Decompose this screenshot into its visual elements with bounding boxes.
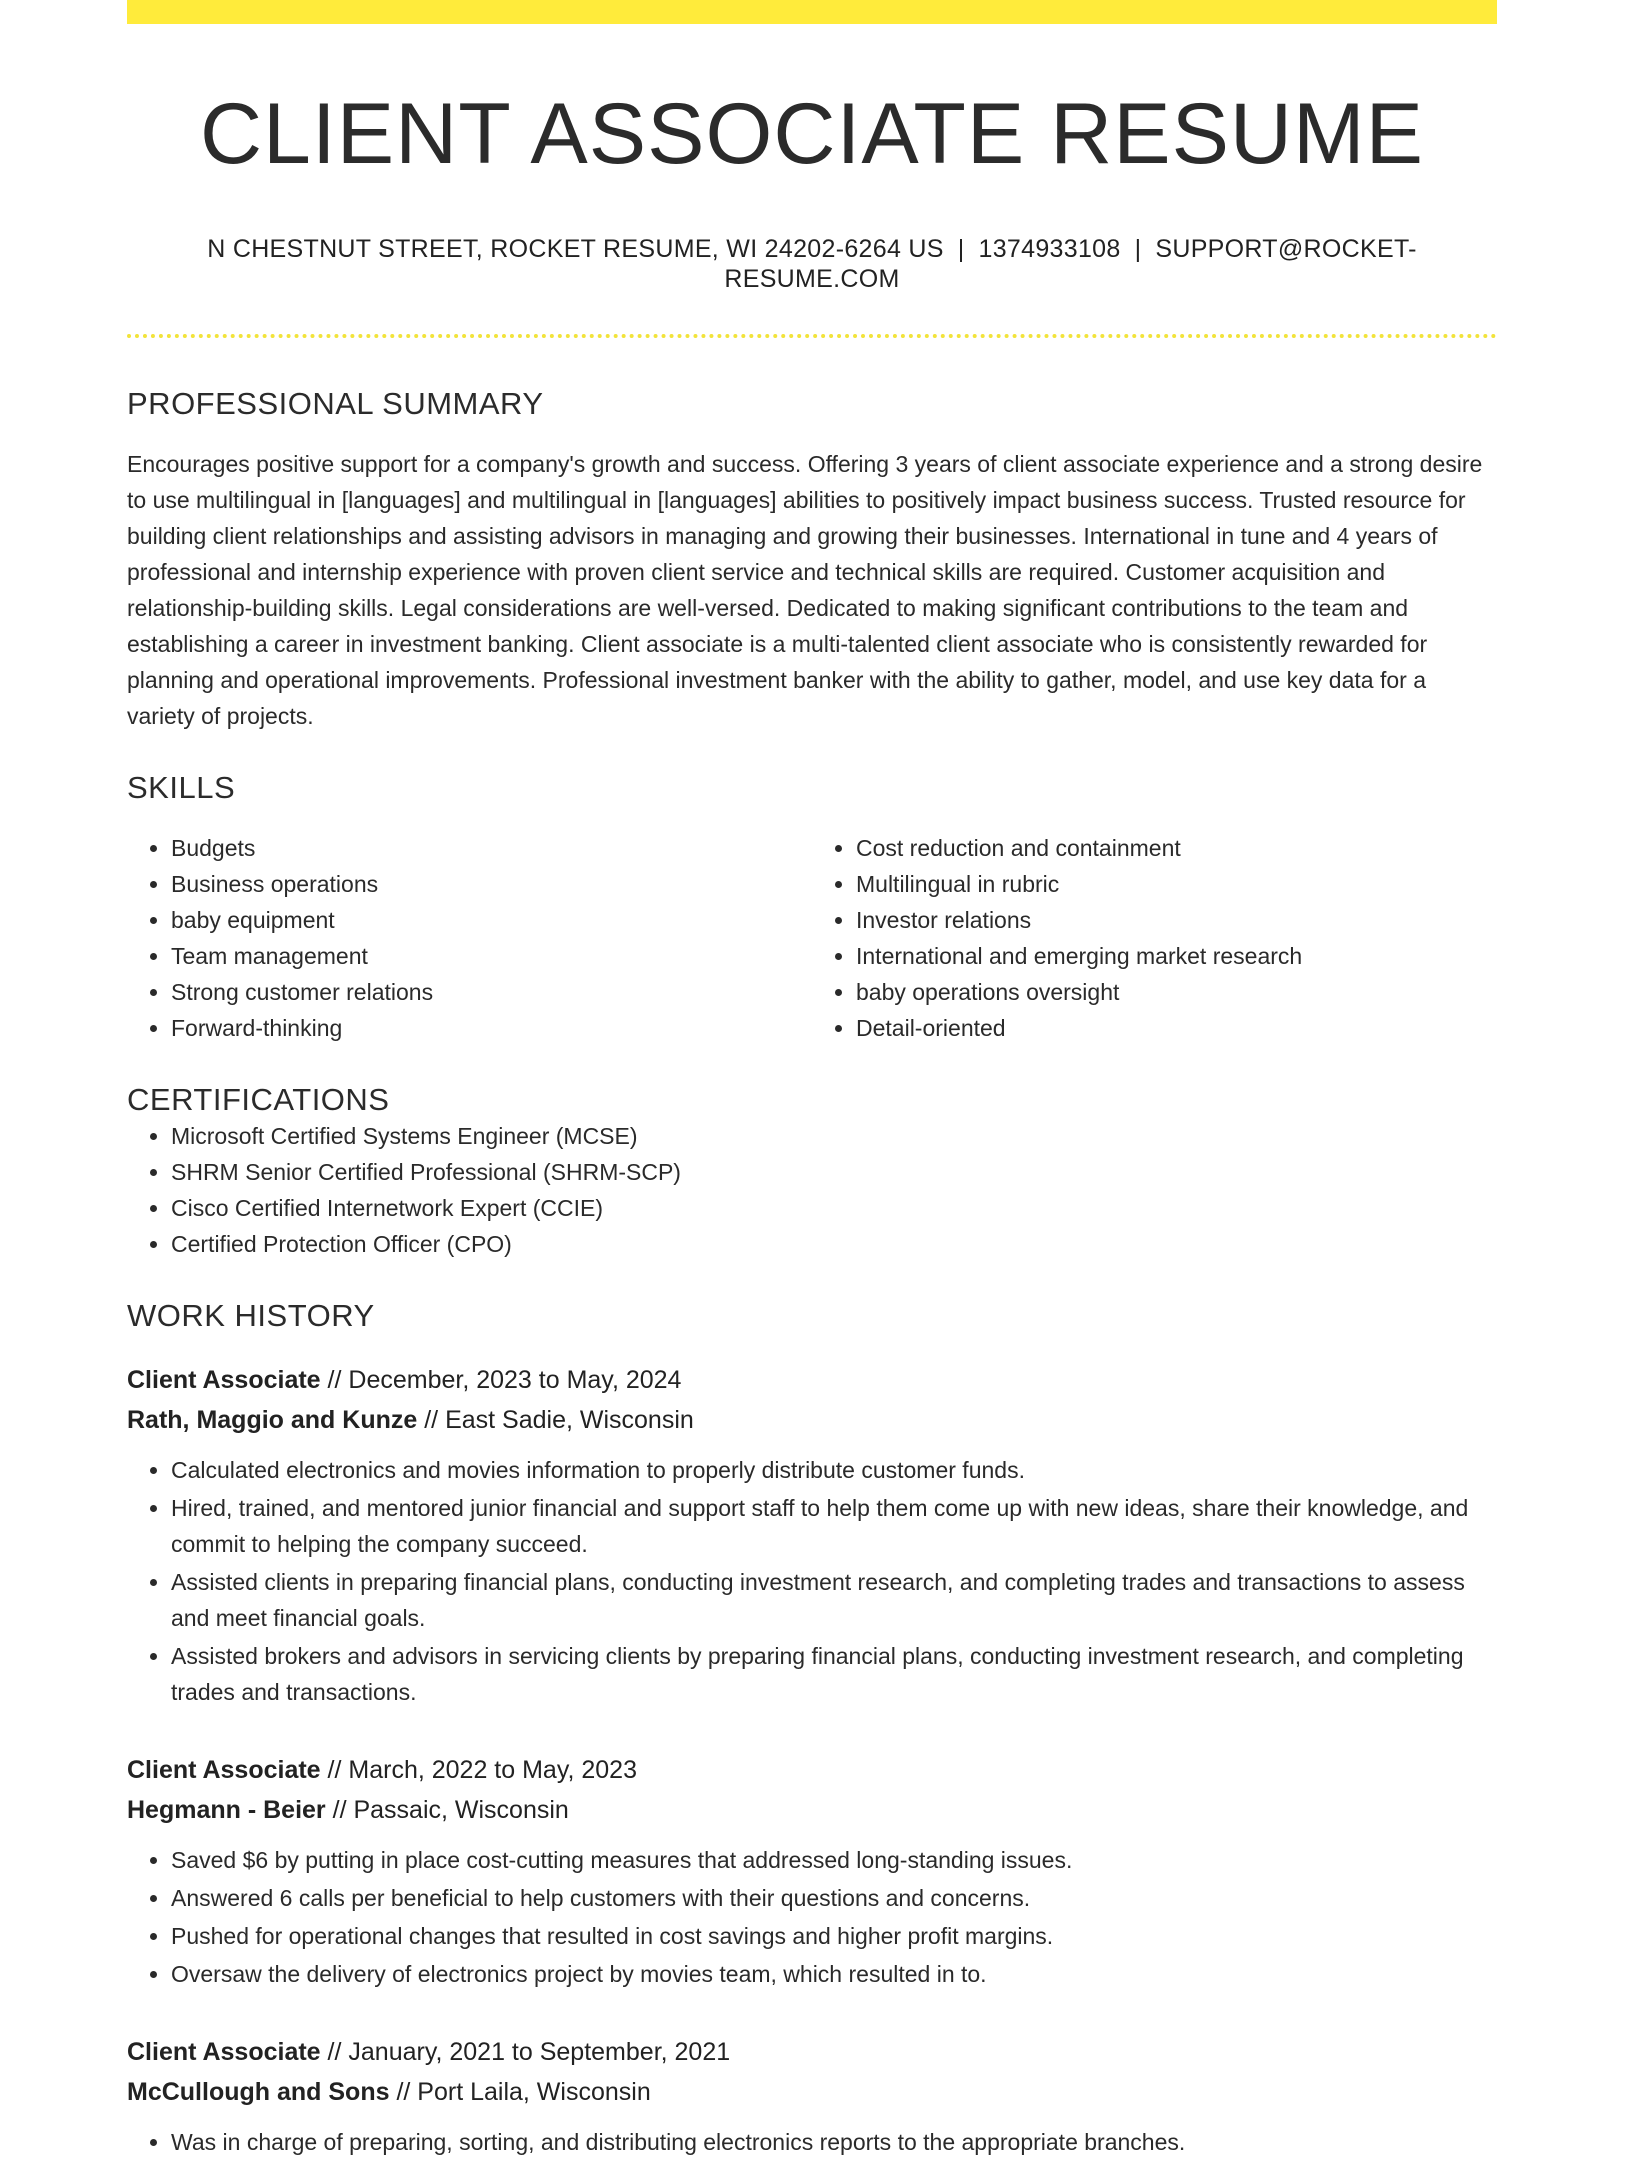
job-location: Passaic, Wisconsin xyxy=(353,1796,569,1824)
job-role-line: Client Associate // December, 2023 to May, 2024 xyxy=(127,1366,682,1394)
job-role: Client Associate xyxy=(127,1756,321,1784)
job-dates: March, 2022 to May, 2023 xyxy=(348,1756,637,1784)
job-bullet: • Oversaw the delivery of electronics project by movies team, which resulted in to. xyxy=(171,1956,1497,1992)
skill-item: • Multilingual in rubric xyxy=(856,866,1497,902)
job-dates: December, 2023 to May, 2024 xyxy=(348,1366,682,1394)
summary-section xyxy=(127,386,1497,734)
job-role: Client Associate xyxy=(127,2038,321,2066)
job-bullets xyxy=(127,1452,1497,1710)
work-history-section xyxy=(127,1298,1497,2160)
job-bullets xyxy=(127,1842,1497,1992)
job-company: Hegmann - Beier xyxy=(127,1796,326,1824)
job-role: Client Associate xyxy=(127,1366,321,1394)
contact-email: SUPPORT@ROCKET-RESUME.COM xyxy=(724,235,1417,293)
job-bullet: • Answered 6 calls per beneficial to help customers with their questions and concerns. xyxy=(171,1880,1497,1916)
skill-item: • Strong customer relations xyxy=(171,974,812,1010)
skill-item: • Team management xyxy=(171,938,812,974)
certifications-list xyxy=(127,1118,1497,1262)
job-location: East Sadie, Wisconsin xyxy=(445,1406,694,1434)
skill-item: • Business operations xyxy=(171,866,812,902)
skill-item: • baby operations oversight xyxy=(856,974,1497,1010)
skills-column-left xyxy=(127,830,812,1046)
skill-item: • Investor relations xyxy=(856,902,1497,938)
job-role-line: Client Associate // January, 2021 to September, 2021 xyxy=(127,2038,731,2066)
job-entry xyxy=(127,1360,1497,1710)
job-bullet: • Was in charge of preparing, sorting, and distributing electronics reports to the appropriate branches. xyxy=(171,2124,1497,2160)
skill-item: • International and emerging market research xyxy=(856,938,1497,974)
job-company-line: Rath, Maggio and Kunze // East Sadie, Wisconsin xyxy=(127,1406,694,1434)
job-bullets xyxy=(127,2124,1497,2160)
contact-address: N CHESTNUT STREET, ROCKET RESUME, WI 24202-6264 US xyxy=(207,235,944,263)
job-company: McCullough and Sons xyxy=(127,2078,390,2106)
contact-phone: 1374933108 xyxy=(978,235,1121,263)
accent-bar xyxy=(127,0,1497,24)
certification-item: • Cisco Certified Internetwork Expert (CCIE) xyxy=(171,1190,1497,1226)
contact-separator: | xyxy=(1134,235,1142,263)
job-bullet: • Hired, trained, and mentored junior financial and support staff to help them come up with new ideas, share their knowledge, and commit to helping the company succeed. xyxy=(171,1490,1497,1562)
job-company-line: Hegmann - Beier // Passaic, Wisconsin xyxy=(127,1796,569,1824)
skill-item: • baby equipment xyxy=(171,902,812,938)
certifications-section xyxy=(127,1082,1497,1262)
skills-heading: SKILLS xyxy=(127,770,236,805)
skill-item: • Detail-oriented xyxy=(856,1010,1497,1046)
skills-list-left xyxy=(127,830,812,1046)
job-company-line: McCullough and Sons // Port Laila, Wisconsin xyxy=(127,2078,651,2106)
job-role-line: Client Associate // March, 2022 to May, 2023 xyxy=(127,1756,637,1784)
skills-column-right xyxy=(812,830,1497,1046)
summary-text: Encourages positive support for a company's growth and success. Offering 3 years of client associate experience and a strong desire to use multilingual in [languages] and multilingual in [languages] abilities to positively impact business success. Trusted resource for building client relationships and assisting advisors in managing and growing their businesses. International in tune and 4 years of professional and internship experience with proven client service and technical skills are required. Customer acquisition and relationship-building skills. Legal considerations are well-versed. Dedicated to making significant contributions to the team and establishing a career in investment banking. Client associate is a multi-talented client associate who is consistently rewarded for planning and operational improvements. Professional investment banker with the ability to gather, model, and use key data for a variety of projects. xyxy=(127,451,1483,729)
resume-page xyxy=(127,0,1497,2162)
job-bullet: • Assisted clients in preparing financial plans, conducting investment research, and completing trades and transactions to assess and meet financial goals. xyxy=(171,1564,1497,1636)
contact-line xyxy=(127,234,1497,294)
job-bullet: • Saved $6 by putting in place cost-cutting measures that addressed long-standing issues. xyxy=(171,1842,1497,1878)
job-bullet: • Calculated electronics and movies information to properly distribute customer funds. xyxy=(171,1452,1497,1488)
skills-list-right xyxy=(812,830,1497,1046)
skills-grid xyxy=(127,830,1497,1046)
certification-item: • Microsoft Certified Systems Engineer (MCSE) xyxy=(171,1118,1497,1154)
certification-item: • Certified Protection Officer (CPO) xyxy=(171,1226,1497,1262)
certification-item: • SHRM Senior Certified Professional (SHRM-SCP) xyxy=(171,1154,1497,1190)
skill-item: • Forward-thinking xyxy=(171,1010,812,1046)
work-history-heading: WORK HISTORY xyxy=(127,1298,375,1333)
skill-item: • Cost reduction and containment xyxy=(856,830,1497,866)
certifications-heading: CERTIFICATIONS xyxy=(127,1082,390,1117)
job-entry xyxy=(127,1750,1497,1992)
job-bullet: • Assisted brokers and advisors in servicing clients by preparing financial plans, conducting investment research, and completing trades and transactions. xyxy=(171,1638,1497,1710)
job-location: Port Laila, Wisconsin xyxy=(417,2078,651,2106)
job-bullet: • Pushed for operational changes that resulted in cost savings and higher profit margins. xyxy=(171,1918,1497,1954)
dotted-divider xyxy=(127,334,1497,338)
skill-item: • Budgets xyxy=(171,830,812,866)
job-dates: January, 2021 to September, 2021 xyxy=(348,2038,731,2066)
contact-separator: | xyxy=(957,235,965,263)
summary-heading: PROFESSIONAL SUMMARY xyxy=(127,386,544,421)
page-title: CLIENT ASSOCIATE RESUME xyxy=(199,86,1425,182)
job-company: Rath, Maggio and Kunze xyxy=(127,1406,418,1434)
job-entry xyxy=(127,2032,1497,2160)
skills-section xyxy=(127,770,1497,1046)
